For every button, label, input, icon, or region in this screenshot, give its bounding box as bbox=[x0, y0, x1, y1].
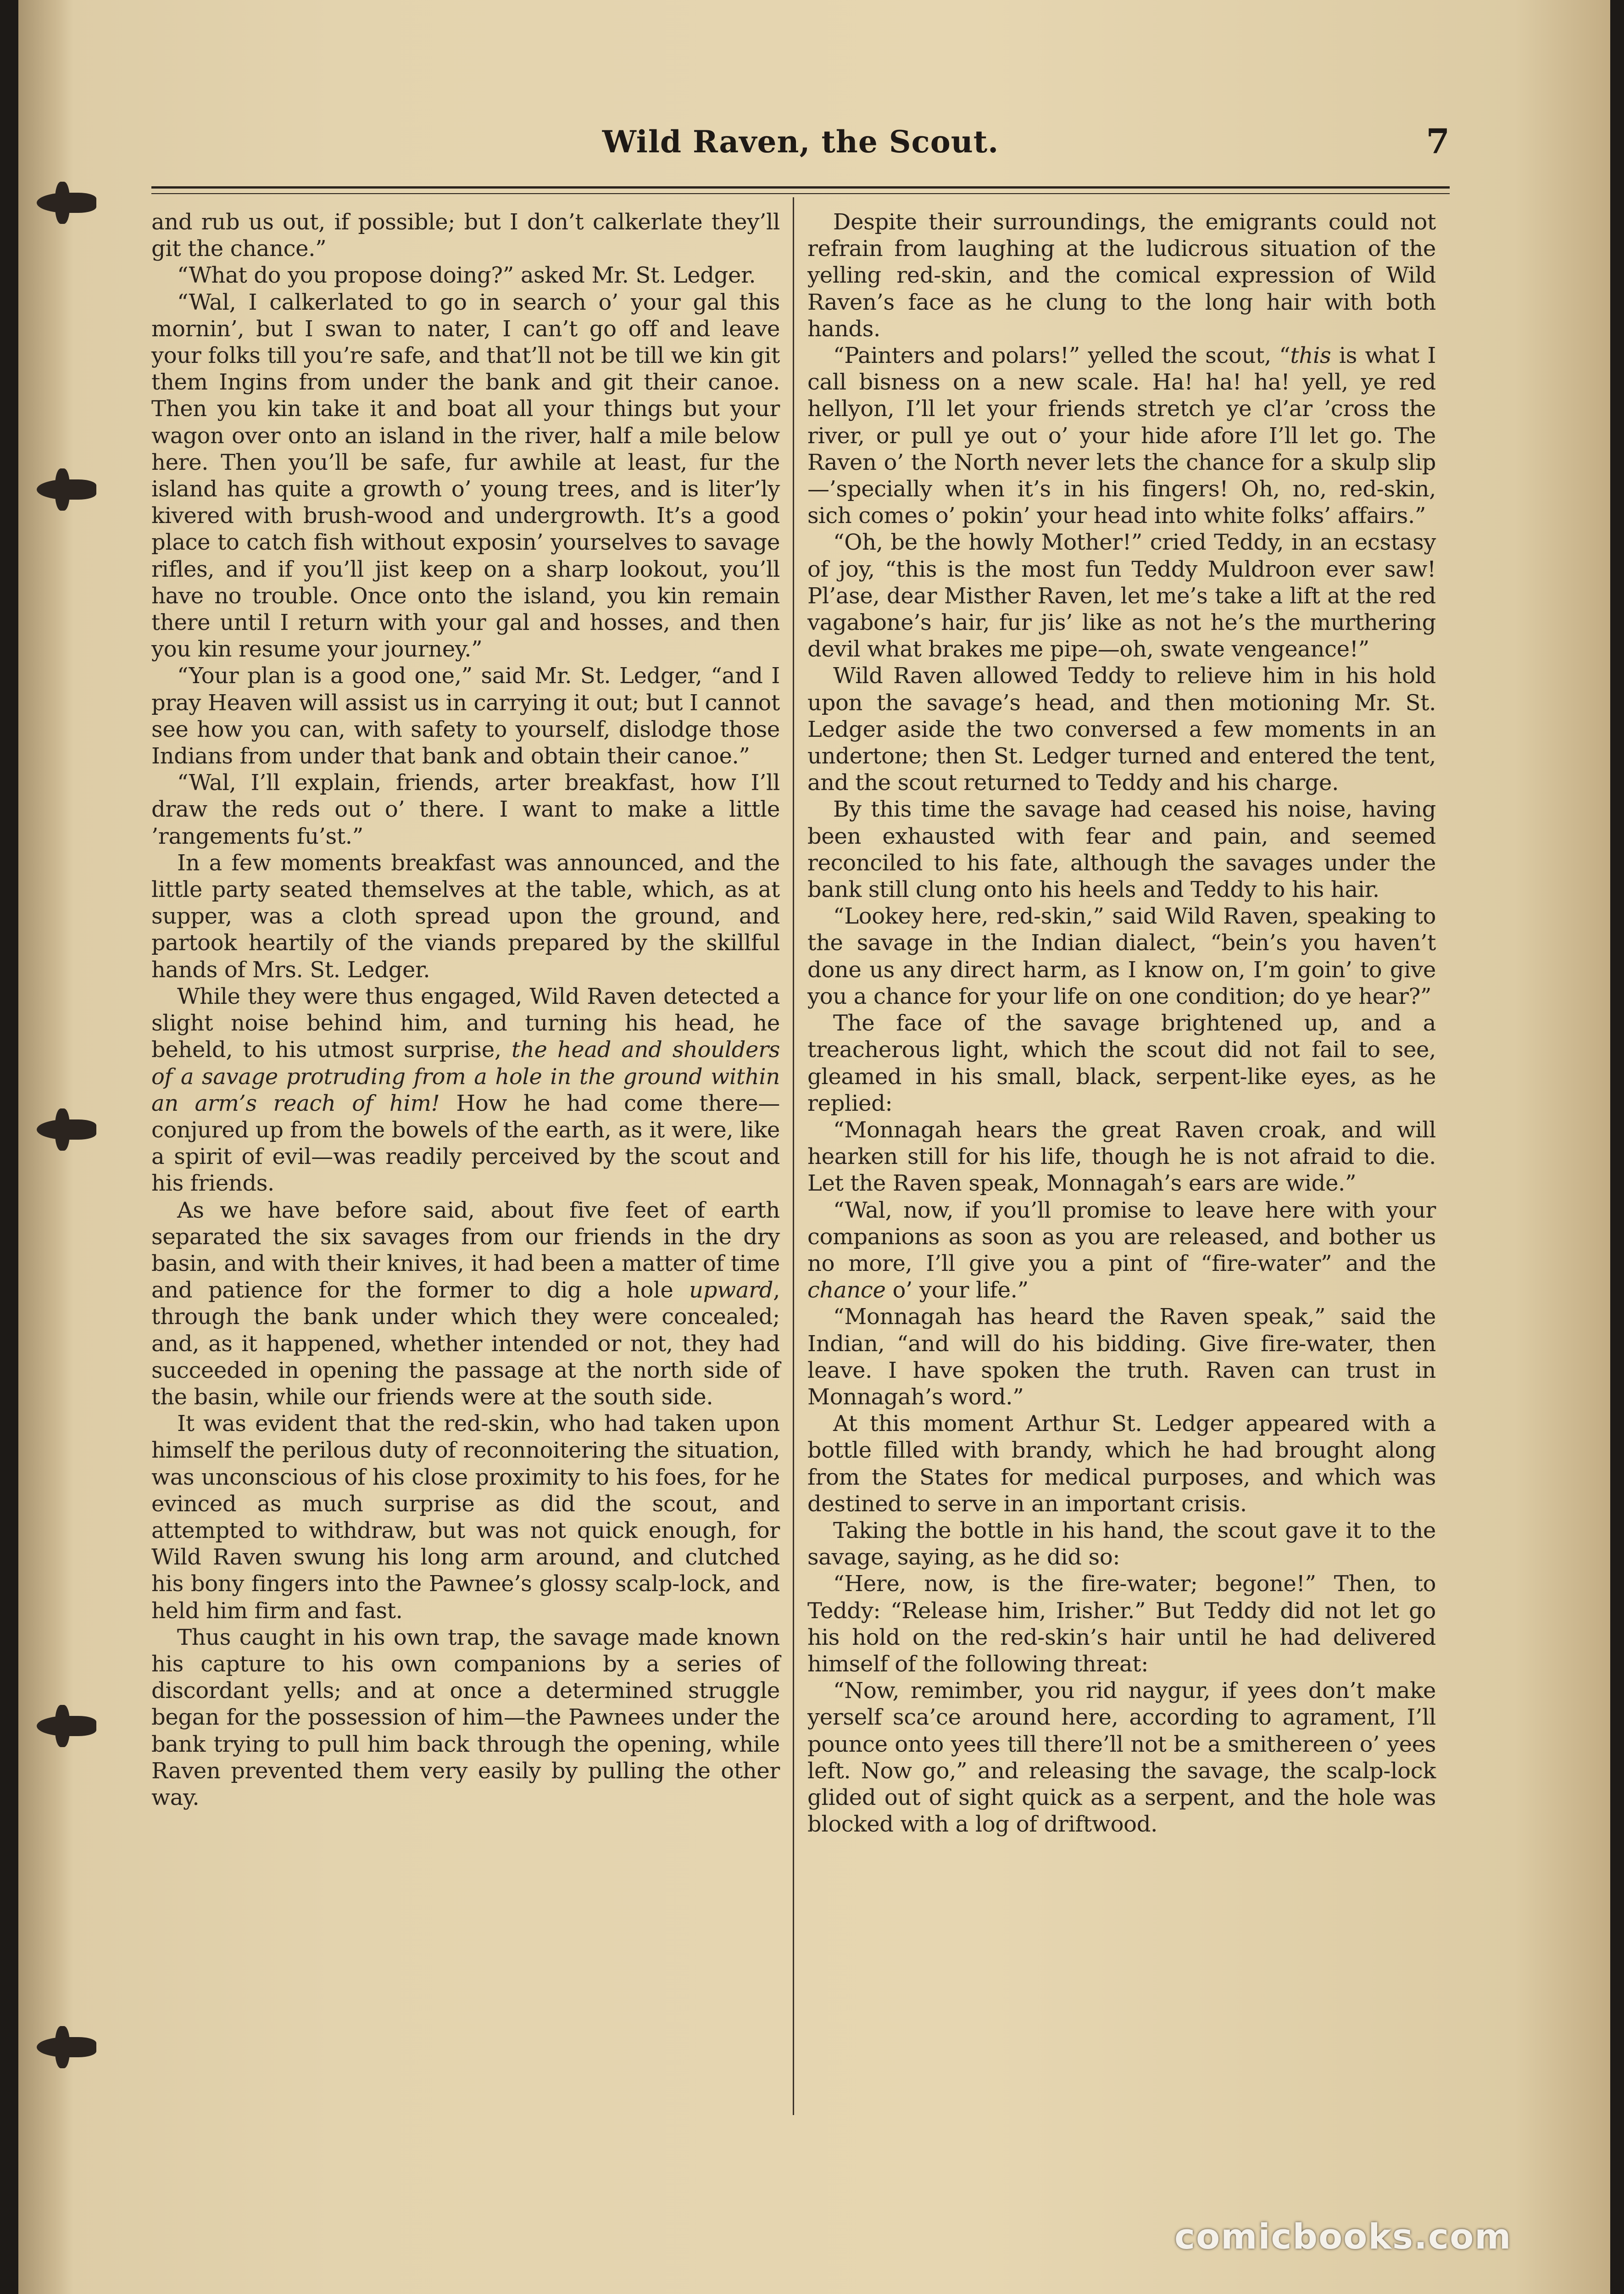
text-run: As we have before said, about five feet of earth separated the six savages from our friends in the dry basin, and with their knives, it had been a matter of time and patience for the former to dig a hole bbox=[151, 1197, 780, 1303]
paragraph: Despite their surroundings, the emigrants could not refrain from laughing at the ludicrous situation of the yelling red-skin, and the comical expression of Wild Raven’s face as he clung to the long hair with both hands. bbox=[807, 209, 1436, 342]
paragraph: “Oh, be the howly Mother!” cried Teddy, in an ecstasy of joy, “this is the most fun Teddy Muldroon ever saw! Pl’ase, dear Misther Raven, let me’s take a lift at the red vagabone’s hair, fur jis’ like as not he’s the murthering devil what brakes me pipe—oh, swate vengeance!” bbox=[807, 529, 1436, 663]
paragraph: “Wal, I’ll explain, friends, arter breakfast, how I’ll draw the reds out o’ there. I want to make a little ’rangements fu’st.” bbox=[151, 770, 780, 849]
binding-stitch bbox=[37, 479, 96, 500]
text-run: “Wal, now, if you’ll promise to leave here with your companions as soon as you are released, and bother us no more, I’ll give you a pint of “fire-water” and the bbox=[807, 1197, 1436, 1276]
paragraph: “Your plan is a good one,” said Mr. St. Ledger, “and I pray Heaven will assist us in carrying it out; but I cannot see how you can, with safety to yourself, dislodge those Indians from under that bank and obtain their canoe.” bbox=[151, 663, 780, 769]
italic-text: the head and shoulders of a savage protruding from a hole in the ground within an arm’s reach of him! bbox=[151, 1037, 780, 1116]
paragraph: “Monnagah has heard the Raven speak,” said the Indian, “and will do his bidding. Give fire-water, then leave. I have spoken the truth. Raven can trust in Monnagah’s word.” bbox=[807, 1304, 1436, 1410]
italic-text: this bbox=[1290, 343, 1331, 369]
paragraph: “Now, remimber, you rid naygur, if yees don’t make yerself sca’ce around here, according to agrament, I’ll pounce onto yees till there’ll not be a smithereen o’ yees left. Now go,” and releasing the savage, the scalp-lock glided out of sight quick as a serpent, and the hole was blocked with a log of driftwood. bbox=[807, 1678, 1436, 1837]
binding-stitch bbox=[37, 1716, 96, 1736]
paragraph: Taking the bottle in his hand, the scout gave it to the savage, saying, as he did so: bbox=[807, 1517, 1436, 1570]
paragraph: “Here, now, is the fire-water; begone!” Then, to Teddy: “Release him, Irisher.” But Teddy did not let go his hold on the red-skin’s hair until he had delivered himself of the following threat: bbox=[807, 1571, 1436, 1677]
italic-text: chance bbox=[807, 1277, 886, 1303]
paragraph: Thus caught in his own trap, the savage made known his capture to his own companions by a series of discordant yells; and at once a determined struggle began for the possession of him—the Pawnees under the bank trying to pull him back through the opening, while Raven prevented them very easily by pulling the other way. bbox=[151, 1624, 780, 1810]
header-rule bbox=[151, 186, 1450, 194]
text-run: o’ your life.” bbox=[885, 1277, 1029, 1303]
binding-stitch bbox=[37, 2037, 96, 2057]
paragraph: In a few moments breakfast was announced, and the little party seated themselves at the table, which, as at supper, was a cloth spread upon the ground, and partook heartily of the viands prepared by the skillful hands of Mrs. St. Ledger. bbox=[151, 850, 780, 983]
paragraph bbox=[151, 983, 780, 1197]
paragraph: “Wal, I calkerlated to go in search o’ your gal this mornin’, but I swan to nater, I can’t go off and leave your folks till you’re safe, and that’ll not be till we kin git them Ingins from under the bank and git their canoe. Then you kin take it and boat all your things but your wagon over onto an island in the river, half a mile below here. Then you’ll be safe, fur awhile at least, fur the island has quite a growth o’ young trees, and is liter’ly kivered with brush-wood and undergrowth. It’s a good place to catch fish without exposin’ yourselves to savage rifles, and if you’ll jist keep on a sharp lookout, you’ll have no trouble. Once onto the island, you kin remain there until I return with your gal and hosses, and then you kin resume your journey.” bbox=[151, 289, 780, 663]
paragraph bbox=[807, 342, 1436, 529]
paragraph: At this moment Arthur St. Ledger appeared with a bottle filled with brandy, which he had brought along from the States for medical purposes, and which was destined to serve in an important crisis. bbox=[807, 1411, 1436, 1517]
text-column-right bbox=[807, 209, 1436, 1837]
italic-text: upward bbox=[689, 1277, 773, 1303]
column-divider bbox=[793, 197, 794, 2115]
text-run: While they were thus engaged, Wild Raven detected a slight noise behind him, and turning his head, he beheld, to his utmost surprise, bbox=[151, 983, 780, 1063]
text-run: “Painters and polars!” yelled the scout, “ bbox=[833, 343, 1290, 369]
paragraph: and rub us out, if possible; but I don’t calkerlate they’ll git the chance.” bbox=[151, 209, 780, 262]
paragraph: The face of the savage brightened up, and a treacherous light, which the scout did not fail to see, gleamed in his small, black, serpent-like eyes, as he replied: bbox=[807, 1010, 1436, 1116]
paragraph bbox=[151, 1197, 780, 1411]
paragraph: It was evident that the red-skin, who had taken upon himself the perilous duty of reconnoitering the situation, was unconscious of his close proximity to his foes, for he evinced as much surprise as did the scout, and attempted to withdraw, but was not quick enough, for Wild Raven swung his long arm around, and clutched his bony fingers into the Pawnee’s glossy scalp-lock, and held him firm and fast. bbox=[151, 1411, 780, 1624]
text-run: is what I call bisness on a new scale. Ha! ha! ha! yell, ye red hellyon, I’ll let your friends stretch ye cl’ar ’cross the river, or pull ye out o’ your hide afore I’ll let go. The Raven o’ the North never lets the chance for a skulp slip—’specially when it’s in his fingers! Oh, no, red-skin, sich comes o’ pokin’ your head into white folks’ affairs.” bbox=[807, 343, 1436, 529]
paragraph: By this time the savage had ceased his noise, having been exhausted with fear and pain, and seemed reconciled to his fate, although the savages under the bank still clung onto his heels and Teddy to his hair. bbox=[807, 796, 1436, 903]
paragraph: “Lookey here, red-skin,” said Wild Raven, speaking to the savage in the Indian dialect, “bein’s you haven’t done us any direct harm, as I know on, I’m goin’ to give you a chance for your life on one condition; do ye hear?” bbox=[807, 903, 1436, 1009]
text-column-left bbox=[151, 209, 780, 1811]
binding-stitch bbox=[37, 193, 96, 213]
watermark: comicbooks.com bbox=[1174, 2216, 1512, 2257]
paragraph bbox=[807, 1197, 1436, 1304]
paragraph: Wild Raven allowed Teddy to relieve him in his hold upon the savage’s head, and then motioning Mr. St. Ledger aside the two conversed a few moments in an undertone; then St. Ledger turned and entered the tent, and the scout returned to Teddy and his charge. bbox=[807, 663, 1436, 796]
page-header bbox=[151, 124, 1450, 179]
running-title: Wild Raven, the Scout. bbox=[602, 124, 999, 160]
text-run: , through the bank under which they were concealed; and, as it happened, whether intended or not, they had succeeded in opening the passage at the north side of the basin, while our friends were at the south side. bbox=[151, 1277, 780, 1410]
paragraph: “What do you propose doing?” asked Mr. St. Ledger. bbox=[177, 262, 756, 289]
paragraph: “Monnagah hears the great Raven croak, and will hearken still for his life, though he is not afraid to die. Let the Raven speak, Monnagah’s ears are wide.” bbox=[807, 1117, 1436, 1197]
page-number: 7 bbox=[1426, 122, 1450, 161]
binding-stitch bbox=[37, 1119, 96, 1140]
text-run: How he had come there—conjured up from the bowels of the earth, as it were, like a spirit of evil—was readily perceived by the scout and his friends. bbox=[151, 1090, 780, 1197]
